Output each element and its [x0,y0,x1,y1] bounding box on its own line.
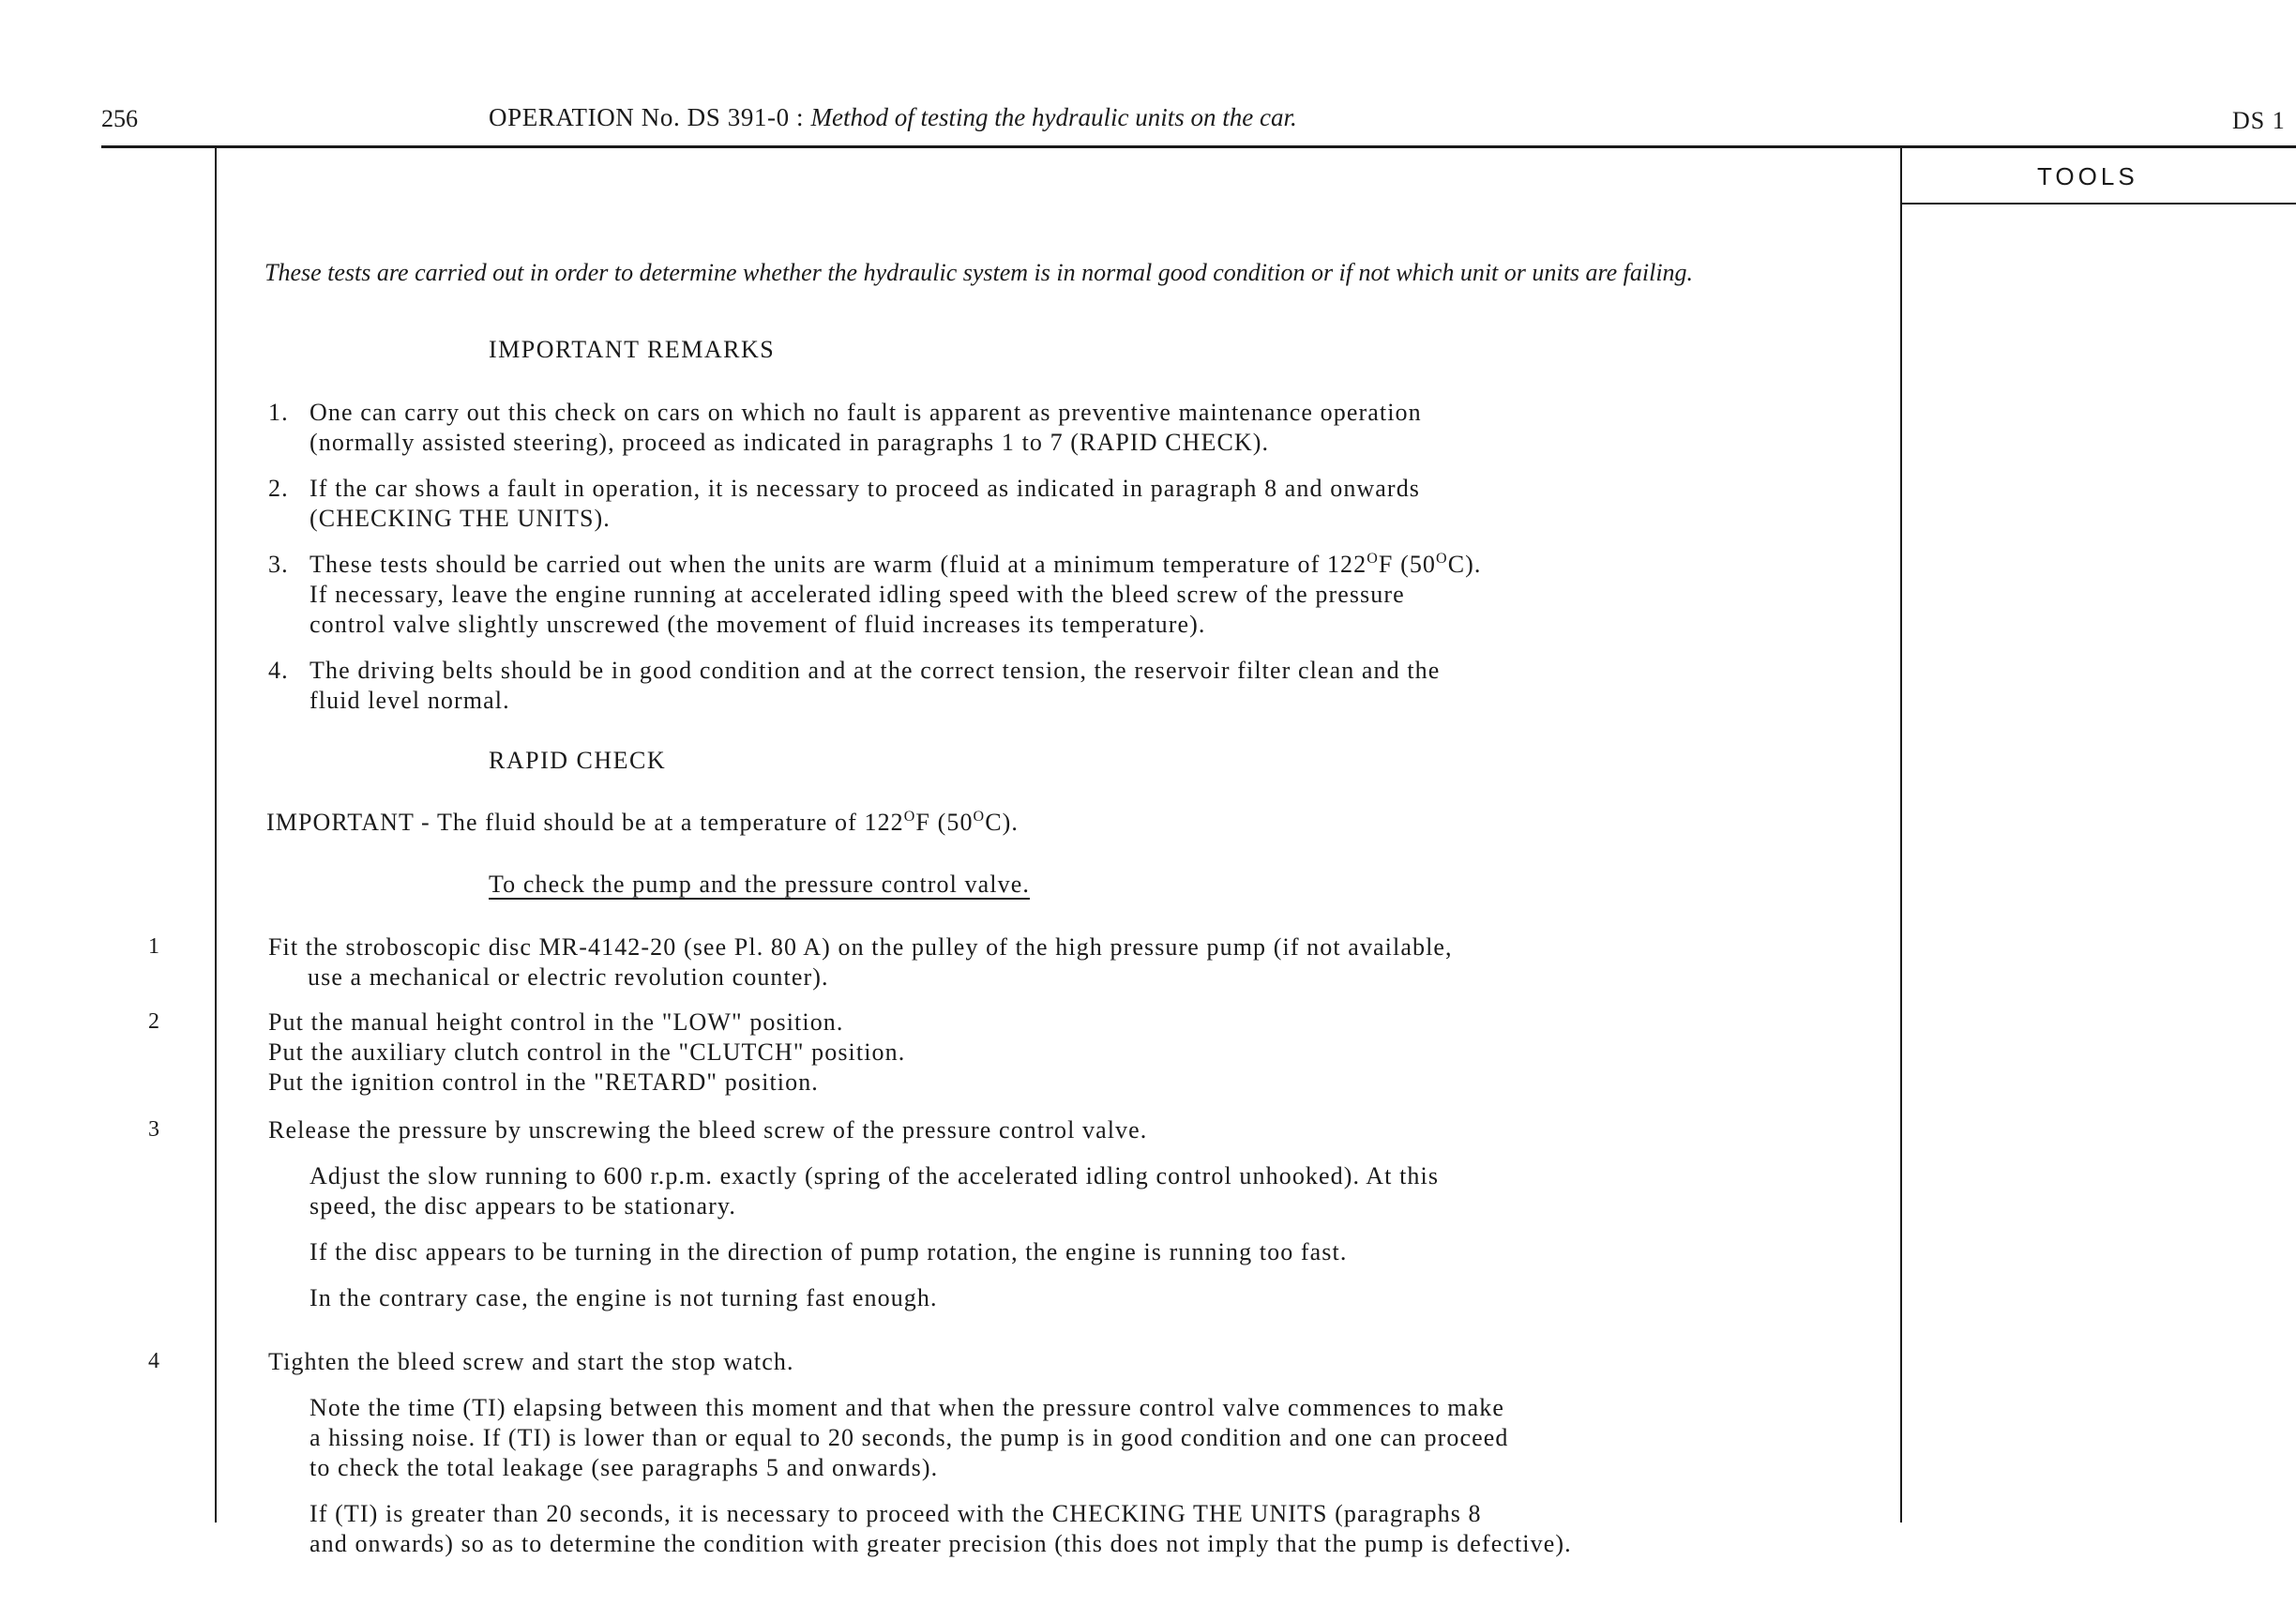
step-line: use a mechanical or electric revolution counter). [308,963,829,991]
remark-line: These tests should be carried out when the units are warm (fluid at a minimum temperature of $122^OF$ $(50^OC)$. [310,551,1482,578]
step-line: Put the ignition control in the "RETARD" position. [268,1068,819,1096]
document-ref: DS 1 [2232,107,2286,134]
remark-line: fluid level normal. [310,687,510,714]
page-number: 256 [101,105,138,132]
remark-number: 1. [268,399,289,426]
remark-line: One can carry out this check on cars on which no fault is apparent as preventive maintenance operation [310,399,1422,426]
remark-line: (normally assisted steering), proceed as indicated in paragraphs 1 to 7 (RAPID CHECK). [310,429,1270,456]
header-rule [101,145,2296,148]
intro-text: These tests are carried out in order to determine whether the hydraulic system is in normal good condition or if not which unit or units are failing. [264,259,1694,286]
degree-symbol: O [1436,551,1448,567]
step-para-line: and onwards) so as to determine the condition with greater precision (this does not imply that the pump is defective). [310,1530,1572,1557]
remark-line: If necessary, leave the engine running at accelerated idling speed with the bleed screw of the pressure [310,581,1405,608]
remarks-heading: IMPORTANT REMARKS [489,336,776,363]
step-number: 4 [148,1349,159,1373]
tools-column-rule [1900,148,1902,1523]
remark-line: If the car shows a fault in operation, it is necessary to proceed as indicated in paragraph 8 and onwards [310,475,1421,502]
rapid-check-heading: RAPID CHECK [489,747,667,774]
operation-title: Method of testing the hydraulic units on the car. [810,103,1297,131]
remark-number: 3. [268,551,289,578]
tools-header-rule [1900,203,2296,205]
step-para-line: to check the total leakage (see paragraphs 5 and onwards). [310,1454,939,1481]
step-para-line: If the disc appears to be turning in the direction of pump rotation, the engine is running too fast. [310,1238,1348,1265]
important-note: IMPORTANT - The fluid should be at a temperature of $122^OF$ $(50^OC)$. [266,809,1020,836]
remark-line: control valve slightly unscrewed (the movement of fluid increases its temperature). [310,611,1206,638]
tools-heading: TOOLS [2037,162,2138,190]
remark-line: (CHECKING THE UNITS). [310,505,611,532]
remark-number: 2. [268,475,289,502]
step-line: Put the auxiliary clutch control in the "CLUTCH" position. [268,1038,906,1066]
degree-symbol: O [973,809,986,825]
step-para-line: If (TI) is greater than 20 seconds, it is necessary to proceed with the CHECKING THE UNITS (paragraphs 8 [310,1500,1482,1527]
step-para-line: In the contrary case, the engine is not turning fast enough. [310,1284,938,1311]
step-number: 2 [148,1009,159,1034]
left-margin-rule [215,148,217,1523]
degree-symbol: O [1367,551,1379,567]
step-para-line: Adjust the slow running to 600 r.p.m. exactly (spring of the accelerated idling control unhooked). At this [310,1162,1440,1189]
pump-check-subheading: To check the pump and the pressure control valve. [489,871,1030,898]
step-line: Tighten the bleed screw and start the stop watch. [268,1348,794,1375]
operation-label: OPERATION No. DS 391-0 : [489,103,805,131]
step-para-line: speed, the disc appears to be stationary. [310,1192,736,1220]
operation-header [489,103,1297,132]
step-line: Release the pressure by unscrewing the bleed screw of the pressure control valve. [268,1116,1148,1144]
step-para-line: Note the time (TI) elapsing between this moment and that when the pressure control valve commences to make [310,1394,1504,1421]
step-line: Put the manual height control in the "LOW" position. [268,1008,844,1036]
step-number: 1 [148,934,159,959]
step-line: Fit the stroboscopic disc MR-4142-20 (see Pl. 80 A) on the pulley of the high pressure pump (if not available, [268,933,1453,961]
step-para-line: a hissing noise. If (TI) is lower than or equal to 20 seconds, the pump is in good condition and one can proceed [310,1424,1509,1451]
step-number: 3 [148,1117,159,1142]
remark-number: 4. [268,657,289,684]
remark-line: The driving belts should be in good condition and at the correct tension, the reservoir filter clean and the [310,657,1441,684]
degree-symbol: O [903,809,916,825]
